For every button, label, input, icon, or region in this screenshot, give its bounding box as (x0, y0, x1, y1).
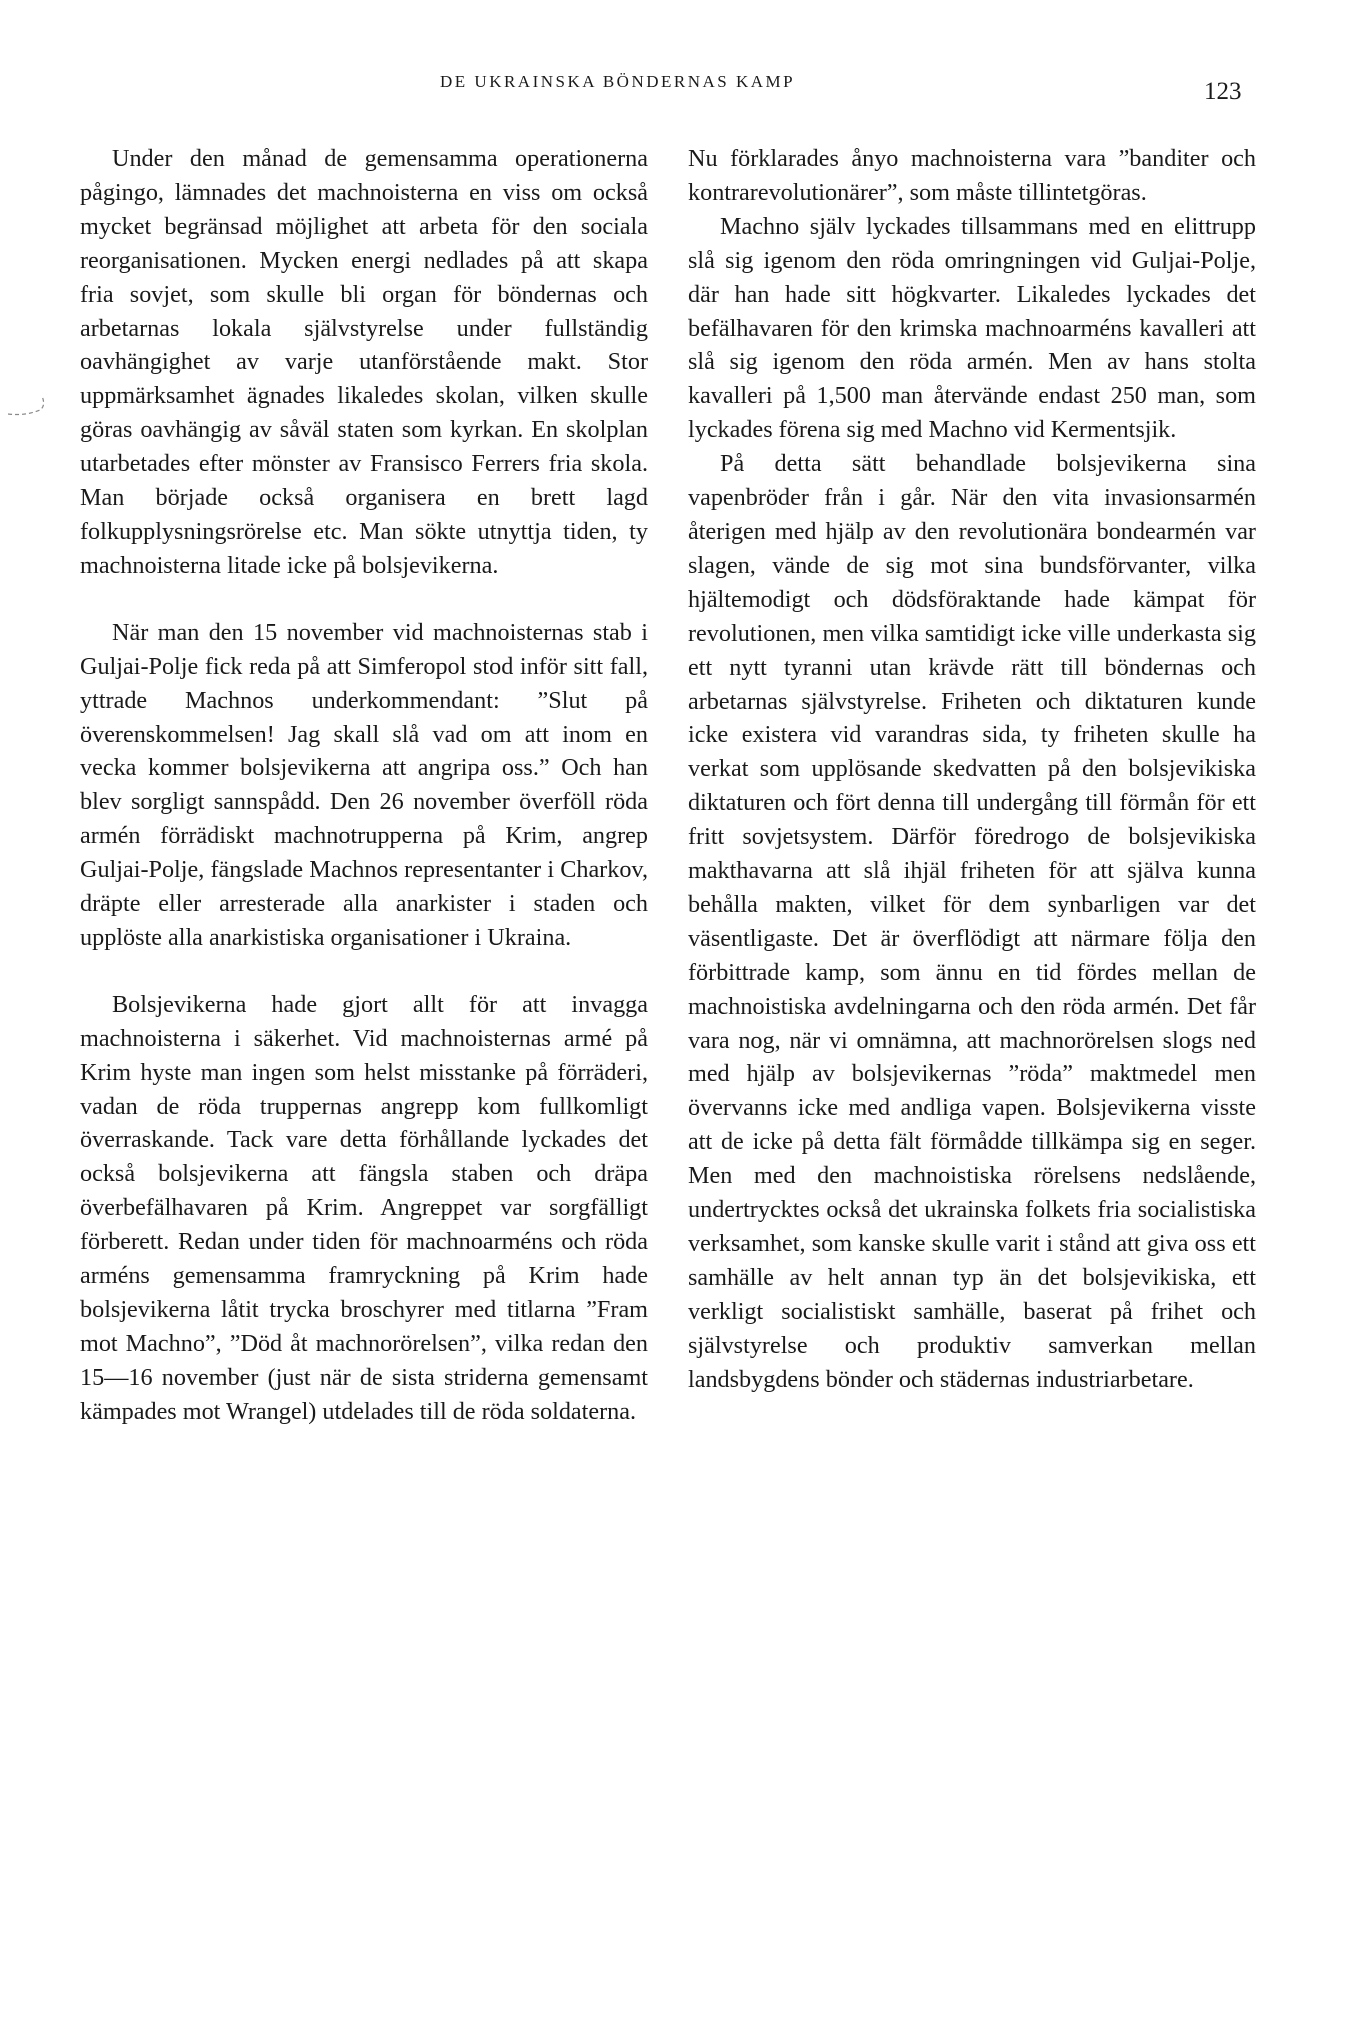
right-column (688, 142, 1256, 1397)
running-head: DE UKRAINSKA BÖNDERNAS KAMP (440, 72, 796, 91)
paragraph: På detta sätt behandlade bolsjevikerna sina vapenbröder från i går. När den vita invasionsarmén återigen med hjälp av den revolutionära bondearmén var slagen, vände de sig mot sina bundsförvanter, vilka hjältemodigt och dödsföraktande hade kämpat för revolutionen, men vilka samtidigt icke ville underkasta sig ett nytt tyranni utan krävde rätt till böndernas och arbetarnas självstyrelse. Friheten och diktaturen kunde icke existera vid varandras sida, ty friheten skulle ha verkat som upplösande skedvatten på den bolsjevikiska diktaturen och fört denna till undergång till förmån för ett fritt sovjetsystem. Därför föredrogo de bolsjevikiska makthavarna att slå ihjäl friheten för att själva kunna behålla makten, vilket för dem synbarligen var det väsentligaste. Det är överflödigt att närmare följa den förbittrade kamp, som ännu en tid fördes mellan de machnoistiska avdelningarna och den röda armén. Det får vara nog, när vi omnämna, att machnorörelsen slogs ned med hjälp av bolsjevikernas ”röda” maktmedel men övervanns icke med andliga vapen. Bolsjevikerna visste att de icke på detta fält förmådde tillkämpa sig en seger. Men med den machnoistiska rörelsens nedslående, undertrycktes också det ukrainska folkets fria socialistiska verksamhet, som kanske skulle varit i stånd att giva oss ett samhälle av helt annan typ än det bolsjevikiska, ett verkligt socialistiskt samhälle, baserat på frihet och självstyrelse och produktiv samverkan mellan landsbygdens bönder och städernas industriarbetare. (688, 450, 1256, 1393)
paragraph: Bolsjevikerna hade gjort allt för att invagga machnoisterna i säkerhet. Vid machnoisternas armé på Krim hyste man ingen som helst misstanke på förräderi, vadan de röda truppernas angrepp kom fullkomligt överraskande. Tack vare detta förhållande lyckades det också bolsjevikerna att fängsla staben och dräpa överbefälhavaren på Krim. Angreppet var sorgfälligt förberett. Redan under tiden för machnoarméns och röda arméns gemensamma framryckning på Krim hade bolsjevikerna låtit trycka broschyrer med titlarna ”Fram mot Machno”, ”Död åt machnorörelsen”, vilka redan den 15—16 november (just när de sista striderna gemensamt kämpades mot Wrangel) utdelades till de röda soldaterna. (80, 990, 648, 1425)
page-number: 123 (1204, 78, 1242, 105)
paragraph: Nu förklarades ånyo machnoisterna vara ”banditer och kontrarevolutionärer”, som måste tillintetgöras. (688, 145, 1256, 206)
left-column (80, 142, 648, 1429)
paragraph: När man den 15 november vid machnoisternas stab i Guljai-Polje fick reda på att Simferopol stod inför sitt fall, yttrade Machnos underkommendant: ”Slut på överenskommelsen! Jag skall slå vad om att inom en vecka kommer bolsjevikerna att angripa oss.” Och han blev sorgligt sannspådd. Den 26 november överföll röda armén förrädiskt machnotrupperna på Krim, angrep Guljai-Polje, fängslade Machnos representanter i Charkov, dräpte eller arresterade alla anarkister i staden och upplöste alla anarkistiska organisationer i Ukraina. (80, 618, 648, 951)
margin-pencil-mark (6, 392, 46, 422)
paragraph: Machno själv lyckades tillsammans med en elittrupp slå sig igenom den röda omringningen vid Guljai-Polje, där han hade sitt högkvarter. Likaledes lyckades det befälhavaren för den krimska machnoarméns kavalleri att slå sig igenom den röda armén. Men av hans stolta kavalleri på 1,500 man återvände endast 250 man, som lyckades förena sig med Machno vid Kermentsjik. (688, 212, 1256, 444)
paragraph: Under den månad de gemensamma operationerna pågingo, lämnades det machnoisterna en viss om också mycket begränsad möjlighet att arbeta för den sociala reorganisationen. Mycken energi nedlades på att skapa fria sovjet, som skulle bli organ för böndernas och arbetarnas lokala självstyrelse under fullständig oavhängighet av varje utanförstående makt. Stor uppmärksamhet ägnades likaledes skolan, vilken skulle göras oavhängig av såväl staten som kyrkan. En skolplan utarbetades efter mönster av Fransisco Ferrers fria skola. Man började också organisera en brett lagd folkupplysningsrörelse etc. Man sökte utnyttja tiden, ty machnoisterna litade icke på bolsjevikerna. (80, 145, 648, 579)
